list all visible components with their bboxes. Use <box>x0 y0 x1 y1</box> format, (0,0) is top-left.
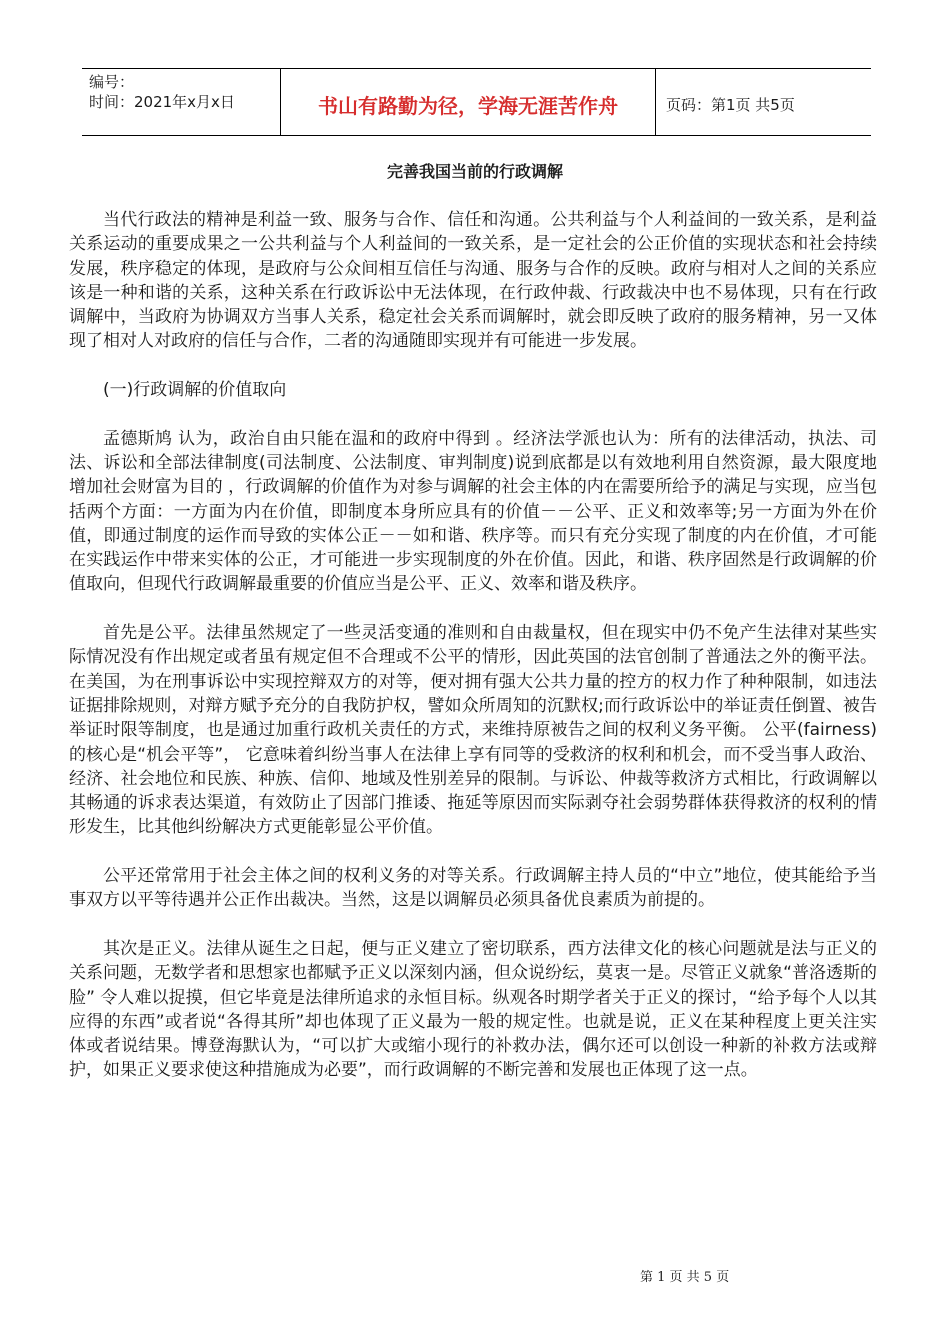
date-label: 时间：2021年x月x日 <box>89 93 235 111</box>
page-footer: 第 1 页 共 5 页 <box>640 1270 730 1285</box>
header-motto: 书山有路勤为径，学海无涯苦作舟 <box>281 69 656 135</box>
section-heading: (一)行政调解的价值取向 <box>103 380 287 401</box>
paragraph: 当代行政法的精神是利益一致、服务与合作、信任和沟通。公共利益与个人利益间的一致关系，是利益关系运动的重要成果之一公共利益与个人利益间的一致关系，是一定社会的公正价值的实现状态和社会持续发展，秩序稳定的体现，是政府与公众间相互信任与沟通、服务与合作的反映。政府与相对人之间的关系应该是一种和谐的关系，这种关系在行政诉讼中无法体现，在行政仲裁、行政裁决中也不易体现，只有在行政调解中，当政府为协调双方当事人关系，稳定社会关系而调解时，就会即反映了政府的服务精神，另一又体现了相对人对政府的信任与合作，二者的沟通随即实现并有可能进一步发展。 <box>69 210 877 352</box>
paragraph: 首先是公平。法律虽然规定了一些灵活变通的准则和自由裁量权，但在现实中仍不免产生法律对某些实际情况没有作出规定或者虽有规定但不合理或不公平的情形，因此英国的法官创制了普通法之外的衡平法。在美国，为在刑事诉讼中实现控辩双方的对等，便对拥有强大公共力量的控方的权力作了种种限制，如违法证据排除规则，对辩方赋予充分的自我防护权，譬如众所周知的沉默权;而行政诉讼中的举证责任倒置、被告举证时限等制度，也是通过加重行政机关责任的方式，来维持原被告之间的权利义务平衡。 公平(fairness)的核心是“机会平等”， 它意味着纠纷当事人在法律上享有同等的受救济的权利和机会，而不受当事人政治、经济、社会地位和民族、种族、信仰、地域及性别差异的限制。与诉讼、仲裁等救济方式相比，行政调解以其畅通的诉求表达渠道，有效防止了因部门推诿、拖延等原因而实际剥夺社会弱势群体获得救济的权利的情形发生，比其他纠纷解决方式更能彰显公平价值。 <box>69 623 877 838</box>
paragraph: 其次是正义。法律从诞生之日起，便与正义建立了密切联系，西方法律文化的核心问题就是法与正义的关系问题，无数学者和思想家也都赋予正义以深刻内涵，但众说纷纭，莫衷一是。尽管正义就象“普洛透斯的脸” 令人难以捉摸，但它毕竟是法律所追求的永恒目标。纵观各时期学者关于正义的探讨，“给予每个人以其应得的东西”或者说“各得其所”却也体现了正义最为一般的规定性。也就是说，正义在某种程度上更关注实体或者说结果。博登海默认为，“可以扩大或缩小现行的补救办法，偶尔还可以创设一种新的补救方法或辩护，如果正义要求使这种措施成为必要”，而行政调解的不断完善和发展也正体现了这一点。 <box>69 938 877 1081</box>
header-meta <box>82 69 281 135</box>
code-label: 编号： <box>89 73 135 91</box>
paragraph: 孟德斯鸠 认为，政治自由只能在温和的政府中得到 。经济法学派也认为：所有的法律活动，执法、司法、诉讼和全部法律制度(司法制度、公法制度、审判制度)说到底都是以有效地利用自然资源，最大限度地增加社会财富为目的 ，行政调解的价值作为对参与调解的社会主体的内在需要所给予的满足与实现，应当包括两个方面：一方面为内在价值，即制度本身所应具有的价值－－公平、正义和效率等;另一方面为外在价值，即通过制度的运作而导致的实体公正－－如和谐、秩序等。而只有充分实现了制度的内在价值，才可能在实践运作中带来实体的公正，才可能进一步实现制度的外在价值。因此，和谐、秩序固然是行政调解的价值取向，但现代行政调解最重要的价值应当是公平、正义、效率和谐及秩序。 <box>69 428 877 595</box>
document-body <box>69 208 877 1107</box>
document-title: 完善我国当前的行政调解 <box>386 162 563 181</box>
paragraph: 公平还常常用于社会主体之间的权利义务的对等关系。行政调解主持人员的“中立”地位，使其能给予当事双方以平等待遇并公正作出裁决。当然，这是以调解员必须具备优良素质为前提的。 <box>69 866 877 911</box>
header-page-info: 页码：第1页 共5页 <box>666 95 795 114</box>
header-table <box>82 68 871 136</box>
